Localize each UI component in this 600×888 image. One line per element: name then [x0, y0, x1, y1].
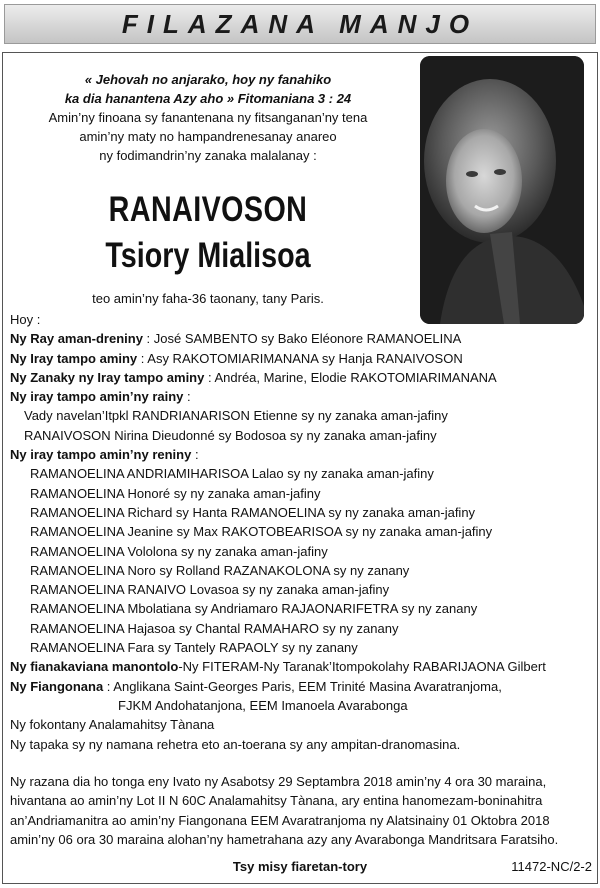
family-row [10, 329, 590, 348]
family-text: : José SAMBENTO sy Bako Eléonore RAMANOELINA [142, 331, 462, 347]
verse-line-1: « Jehovah no anjarako, hoy ny fanahiko [84, 72, 332, 87]
intro-line: Amin’ny finoana sy fanantenana ny fitsanganan’ny tena [48, 110, 368, 125]
maternal-label: Ny iray tampo amin’ny reniny [10, 447, 192, 463]
hoy-line: Hoy : [10, 312, 41, 327]
deceased-name [8, 188, 408, 278]
fiangonana-row [10, 677, 590, 696]
verse-line-2 [8, 89, 408, 108]
maternal-colon: : [191, 447, 199, 463]
maternal-member: RAMANOELINA Vololona sy ny zanaka aman-jafiny [30, 543, 328, 559]
verse-text: ka dia hanantena Azy aho » [64, 91, 238, 106]
paternal-member: RANAIVOSON Nirina Dieudonné sy Bodosoa sy ny zanaka aman-jafiny [24, 427, 437, 443]
portrait-photo [420, 56, 584, 324]
fokontany-line: Ny fokontany Analamahitsy Tànana [10, 717, 215, 733]
maternal-member: RAMANOELINA Mbolatiana sy Andriamaro RAJAONARIFETRA sy ny zanany [30, 601, 478, 617]
verse-block [8, 70, 408, 165]
funeral-announcement [10, 772, 590, 849]
fiangonana-text: : Anglikana Saint-Georges Paris, EEM Trinité Masina Avaratranjoma, [103, 678, 502, 694]
deceased-surname: RANAIVOSON [108, 190, 308, 229]
maternal-member: RAMANOELINA Honoré sy ny zanaka aman-jafiny [30, 485, 321, 501]
fiangonana-continuation: FJKM Andohatanjona, EEM Imanoela Avarabonga [118, 697, 408, 713]
fiangonana-label: Ny Fiangonana [10, 678, 104, 694]
maternal-member: RAMANOELINA RANAIVO Lovasoa sy ny zanaka aman-jafiny [30, 582, 390, 598]
announcement-line: an’Andriamanitra ao amin’ny Fiangonana EEM Avaratranjoma ny Alatsinainy 01 Oktobra 2018 [10, 812, 550, 828]
header-banner [4, 4, 596, 44]
banner-title: FILAZANA MANJO [121, 8, 479, 39]
family-row [10, 349, 590, 368]
paternal-heading [10, 387, 590, 406]
maternal-member: RAMANOELINA Jeanine sy Max RAKOTOBEARISOA sy ny zanaka aman-jafiny [30, 524, 493, 540]
maternal-member: RAMANOELINA Hajasoa sy Chantal RAMAHARO sy ny zanany [30, 620, 399, 636]
family-list [10, 310, 590, 754]
portrait-silhouette-icon [420, 56, 584, 324]
maternal-heading [10, 445, 590, 464]
fianakaviana-row [10, 657, 590, 676]
maternal-member: RAMANOELINA Fara sy Tantely RAPAOLY sy ny zanany [30, 640, 358, 656]
announcement-line: amin’ny 06 ora 30 maraina alohan’ny hametrahana azy any Avarabonga Mandritsara Faratsiho. [10, 831, 559, 847]
paternal-label: Ny iray tampo amin’ny rainy [10, 389, 184, 405]
family-label: Ny Zanaky ny Iray tampo aminy [10, 369, 205, 385]
announcement-line: Ny razana dia ho tonga eny Ivato ny Asabotsy 29 Septambra 2018 amin’ny 4 ora 30 maraina, [10, 774, 547, 789]
age-line: teo amin’ny faha-36 taonany, tany Paris. [92, 291, 324, 306]
reference-number: 11472-NC/2-2 [511, 859, 592, 874]
paternal-member: Vady navelan’Itpkl RANDRIANARISON Etienne sy ny zanaka aman-jafiny [24, 408, 448, 424]
family-label: Ny Iray tampo aminy [10, 350, 138, 366]
family-label: Ny Ray aman-dreniny [10, 331, 143, 347]
intro-line: ny fodimandrin’ny zanaka malalanay : [99, 148, 317, 163]
verse-reference: Fitomaniana 3 : 24 [237, 91, 352, 106]
family-text: : Asy RAKOTOMIARIMANANA sy Hanja RANAIVOSON [137, 350, 463, 366]
intro-line: amin’ny maty no hampandrenesanay anareo [79, 129, 337, 144]
family-text: : Andréa, Marine, Elodie RAKOTOMIARIMANANA [204, 369, 497, 385]
deceased-firstnames: Tsiory Mialisoa [105, 236, 311, 275]
fianakaviana-label: Ny fianakaviana manontolo [10, 659, 179, 675]
paternal-colon: : [183, 389, 191, 405]
maternal-member: RAMANOELINA ANDRIAMIHARISOA Lalao sy ny zanaka aman-jafiny [30, 466, 434, 482]
tapaka-line: Ny tapaka sy ny namana rehetra eto an-toerana sy any ampitan-dranomasina. [10, 736, 461, 752]
maternal-member: RAMANOELINA Richard sy Hanta RAMANOELINA sy ny zanaka aman-jafiny [30, 504, 476, 520]
announcement-line: hivantana ao amin’ny Lot II N 60C Analamahitsy Tànana, ary entina hanomezam-boninahitra [10, 793, 543, 809]
closing-line: Tsy misy fiaretan-tory [232, 859, 368, 874]
maternal-member: RAMANOELINA Noro sy Rolland RAZANAKOLONA sy ny zanany [30, 562, 410, 578]
family-row [10, 368, 590, 387]
fianakaviana-text: -Ny FITERAM-Ny Taranak’Itompokolahy RABARIJAONA Gilbert [178, 659, 546, 675]
